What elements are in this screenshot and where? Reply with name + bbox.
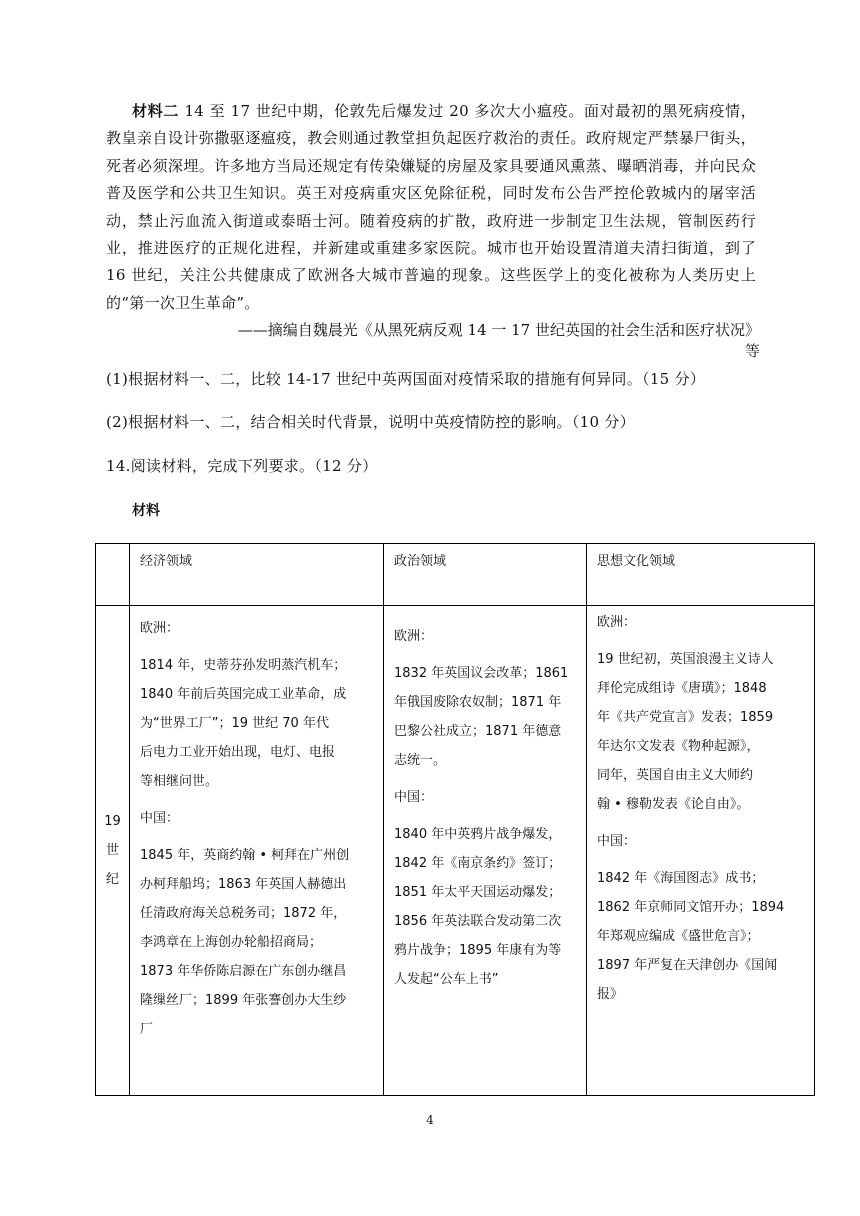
cell-line: 年郑观应编成《盛世危言》；: [597, 929, 760, 944]
cell-line: 人发起“公车上书”: [394, 972, 499, 987]
cell-line: 1862 年京师同文馆开办；1894: [597, 900, 785, 915]
cell-line: 年《共产党宣言》发表；1859: [597, 710, 774, 725]
economy-cell: [130, 606, 384, 1096]
cell-line: 鸦片战争；1895 年康有为等: [394, 943, 562, 958]
material2-attribution: ——摘编自魏晨光《从黑死病反观 14 一 17 世纪英国的社会生活和医疗状况》等: [237, 321, 760, 360]
politics-europe-label: 欧洲：: [394, 629, 434, 644]
economy-europe-label: 欧洲：: [140, 621, 180, 636]
table-header-row: [96, 544, 815, 606]
question-1: (1)根据材料一、二，比较 14-17 世纪中英两国面对疫情采取的措施有何异同。（15 分）: [106, 370, 706, 388]
cell-line: 1842 年《南京条约》签订；: [394, 856, 562, 871]
header-economy: 经济领域: [130, 544, 384, 606]
cell-line: 同年，英国自由主义大师约: [597, 768, 754, 783]
cell-line: 1842 年《海国图志》成书；: [597, 871, 765, 886]
economy-china-label: 中国：: [140, 811, 180, 826]
cell-line: 1814 年，史蒂芬孙发明蒸汽机车；: [140, 658, 347, 673]
table-row-19th-century: [96, 606, 815, 1096]
culture-europe-label: 欧洲：: [597, 615, 637, 630]
century-char: 世: [105, 843, 119, 858]
cell-line: 办柯拜船坞；1863 年英国人赫德出: [140, 877, 347, 892]
cell-line: 1873 年华侨陈启源在广东创办继昌: [140, 964, 347, 979]
cell-line: 等相继问世。: [140, 774, 219, 789]
cell-line: 报》: [597, 987, 624, 1002]
century-char: 19: [104, 814, 121, 829]
cell-line: 志统一。: [394, 753, 447, 768]
cell-line: 年达尔文发表《物种起源》，: [597, 739, 760, 754]
cell-line: 拜伦完成组诗《唐璜》；1848: [597, 681, 767, 696]
cell-line: 任清政府海关总税务司；1872 年，: [140, 906, 347, 921]
cell-line: 1897 年严复在天津创办《国闻: [597, 958, 778, 973]
header-blank: [96, 544, 130, 606]
question-14-title: 14.阅读材料，完成下列要求。（12 分）: [106, 457, 378, 475]
question-2: (2)根据材料一、二，结合相关时代背景，说明中英疫情防控的影响。（10 分）: [106, 413, 636, 431]
cell-line: 翰 • 穆勒发表《论自由》。: [597, 797, 750, 812]
page-number: 4: [426, 1113, 434, 1127]
cell-line: 隆缫丝厂；1899 年张謇创办大生纱: [140, 993, 347, 1008]
cell-line: 厂: [140, 1022, 154, 1037]
cell-line: 1856 年英法联合发动第二次: [394, 914, 562, 929]
cell-line: 1845 年，英商约翰 • 柯拜在广州创: [140, 848, 350, 863]
material2-text: 14 至 17 世纪中期，伦敦先后爆发过 20 多次大小瘟疫。面对最初的黑死病疫情，教皇亲自设计弥撒驱逐瘟疫，教会则通过教堂担负起医疗救治的责任。政府规定严禁暴尸街头，死者必须深埋。许多地方当局还规定有传染嫌疑的房屋及家具要通风熏蒸、曝晒消毒，并向民众普及医学和公共卫生知识。英王对疫病重灾区免除征税，同时发布公告严控伦敦城内的屠宰活动，禁止污血流入街道或泰晤士河。随着疫病的扩散，政府进一步制定卫生法规，管制医药行业，推进医疗的正规化进程，并新建或重建多家医院。城市也开始设置清道夫清扫街道，到了 16 世纪，关注公共健康成了欧洲各大城市普遍的现象。这些医学上的变化被称为人类历史上的“第一次卫生革命”。: [106, 102, 756, 312]
cell-line: 1851 年太平天国运动爆发；: [394, 885, 562, 900]
cell-line: 1832 年英国议会改革；1861: [394, 666, 569, 681]
culture-china-label: 中国：: [597, 834, 637, 849]
material2-label: 材料二: [132, 102, 180, 120]
century-cell: [96, 606, 130, 1096]
cell-line: 为“世界工厂”；19 世纪 70 年代: [140, 716, 329, 731]
material-label: 材料: [132, 503, 160, 519]
cell-line: 年俄国废除农奴制；1871 年: [394, 695, 562, 710]
cell-line: 1840 年中英鸦片战争爆发，: [394, 827, 562, 842]
history-table: [95, 543, 815, 1096]
cell-line: 19 世纪初，英国浪漫主义诗人: [597, 652, 774, 667]
material2-paragraph: [106, 98, 756, 317]
politics-cell: [384, 606, 587, 1096]
cell-line: 后电力工业开始出现，电灯、电报: [140, 745, 336, 760]
cell-line: 巴黎公社成立；1871 年德意: [394, 724, 562, 739]
culture-cell: [587, 606, 815, 1096]
header-politics: 政治领域: [384, 544, 587, 606]
century-char: 纪: [105, 872, 119, 887]
politics-china-label: 中国：: [394, 790, 434, 805]
cell-line: 李鸿章在上海创办轮船招商局；: [140, 935, 323, 950]
cell-line: 1840 年前后英国完成工业革命，成: [140, 687, 347, 702]
header-culture: 思想文化领域: [587, 544, 815, 606]
